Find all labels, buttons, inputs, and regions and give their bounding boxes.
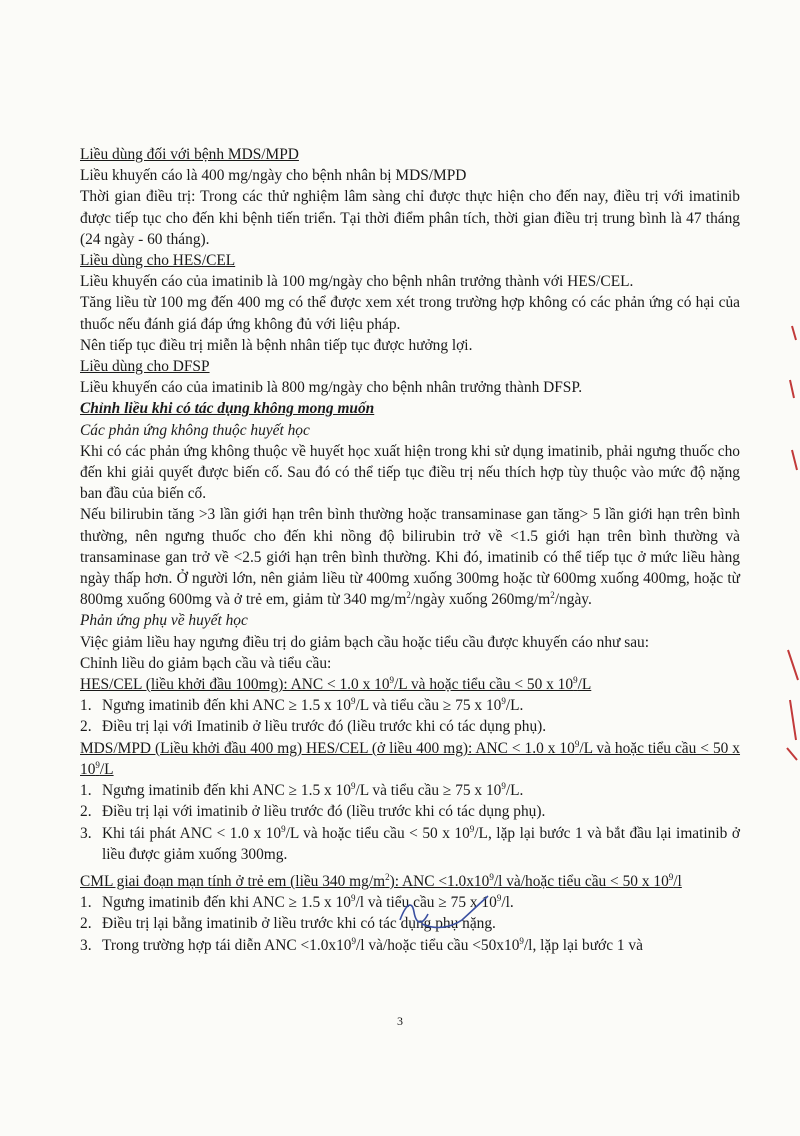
list-text: Điều trị lại với imatinib ở liều trước đó (liều trước khi có tác dụng phụ). [102,803,546,821]
superscript: 9 [389,675,395,686]
subheading-hematologic: Phản ứng phụ về huyết học [80,612,248,630]
text: /L. [505,697,524,715]
paragraph: Liều khuyến cáo của imatinib là 800 mg/ngày cho bệnh nhân trưởng thành DFSP. [80,379,583,397]
cml-pediatric-criteria [80,871,740,892]
list-number: 2. [80,803,92,821]
list-number: 3. [80,824,92,842]
paragraph: Liều khuyến cáo là 400 mg/ngày cho bệnh nhân bị MDS/MPD [80,167,467,185]
paragraph: Việc giảm liều hay ngưng điều trị do giảm bạch cầu hoặc tiểu cầu được khuyến cáo như sau: [80,633,650,651]
superscript: 9 [95,759,100,770]
superscript: 2 [550,590,555,601]
text: MDS/MPD (Liều khởi đầu 400 mg) HES/CEL (ở liều 400 mg): ANC < 1.0 x 10 [80,739,575,757]
list-item [80,695,740,716]
text: /L [99,760,114,778]
paragraph: Thời gian điều trị: Trong các thử nghiệm lâm sàng chỉ được thực hiện cho đến nay, điều trị với imatinib được tiếp tục cho đến khi bệnh tiến triển. Tại thời điểm phân tích, thời gian điều trị trung bình là 47 tháng (24 ngày - 60 tháng). [80,188,740,248]
section-heading-dose-adjustment: Chỉnh liều khi có tác dụng không mong muốn [80,400,375,418]
text: /ngày xuống 260mg/m [410,591,551,609]
list-number: 3. [80,936,92,954]
list-item [80,801,740,822]
paragraph: Liều khuyến cáo của imatinib là 100 mg/ngày cho bệnh nhân trưởng thành với HES/CEL. [80,273,634,291]
superscript: 9 [574,738,580,749]
text: Ngưng imatinib đến khi ANC ≥ 1.5 x 10 [102,697,351,715]
subheading-non-hematologic: Các phản ứng không thuộc huyết học [80,421,310,439]
paragraph [80,504,740,610]
superscript: 9 [351,935,356,946]
page-number: 3 [397,1014,403,1028]
text: Trong trường hợp tái diễn ANC <1.0x10 [102,936,352,954]
list-item [80,716,740,737]
list-text: Điều trị lại bằng imatinib ở liều trước khi có tác dụng phụ nặng. [102,915,496,933]
superscript: 9 [519,935,524,946]
list-text [102,823,740,865]
list-number: 1. [80,782,92,800]
superscript: 9 [501,696,506,707]
paragraph: Chỉnh liều do giảm bạch cầu và tiểu cầu: [80,654,332,672]
list-text: Điều trị lại với Imatinib ở liều trước đó (liều trước khi có tác dụng phụ). [102,718,547,736]
text: /L và hoặc tiểu cầu < 50 x 10 [394,676,574,694]
superscript: 9 [573,675,578,686]
text: /L và hoặc tiểu cầu < 50 x 10 [285,824,470,842]
text: /L và hoặc tiểu cầu < 50 x 10 [80,739,741,778]
superscript: 9 [281,823,286,834]
text: /l và/hoặc tiểu cầu < 50 x 10 [493,872,669,890]
document-body [80,144,740,956]
superscript: 9 [496,893,502,904]
handwritten-initials-icon [392,890,492,938]
list-text [102,780,740,801]
text: /l [673,872,682,890]
text: /ngày. [554,591,592,609]
paragraph: Khi có các phản ứng không thuộc về huyết học xuất hiện trong khi sử dụng imatinib, phải ngưng thuốc cho đến khi giải quyết được biến cố. Sau đó có thể tiếp tục điều trị nếu thích hợp tùy thuộc vào mức độ nặng ban đầu của biến cố. [80,442,740,503]
superscript: 9 [668,871,674,882]
superscript: 9 [501,781,506,792]
mds-mpd-criteria [80,738,740,780]
superscript: 2 [406,590,411,601]
text: /L, lặp lại bước 1 và bắt đầu lại imatinib ở liều được giảm xuống 300mg. [102,824,740,863]
text: ): ANC <1.0x10 [389,872,490,890]
list-text [102,695,740,716]
section-heading-mds-mpd: Liều dùng đối với bệnh MDS/MPD [80,146,299,163]
text: Nếu bilirubin tăng >3 lần giới hạn trên bình thường hoặc transaminase gan tăng> 5 lần giới hạn trên bình thường, nên ngưng thuốc cho đến khi nồng độ bilirubin trở về <1.5 giới hạn trên bình thường và transaminase gan trở về <2.5 giới hạn trên bình thường. Khi đó, imatinib có thể tiếp tục ở mức liều hàng ngày thấp hơn. Ở người lớn, nên giảm liều từ 400mg xuống 300mg hoặc từ 600mg xuống 400mg, hoặc từ 800mg xuống 600mg và ở trẻ em, giảm từ 340 mg/m [80,506,740,609]
superscript: 9 [489,871,494,882]
text: Ngưng imatinib đến khi ANC ≥ 1.5 x 10 [102,894,351,912]
text: /l. [501,894,514,912]
list-item [80,823,740,865]
hes-cel-criteria [80,674,740,695]
text: Khi tái phát ANC < 1.0 x 10 [102,824,282,842]
list-number: 2. [80,718,92,736]
superscript: 9 [350,893,356,904]
list-number: 1. [80,894,92,912]
section-heading-dfsp: Liều dùng cho DFSP [80,358,210,376]
superscript: 9 [469,823,475,834]
text: /L. [505,782,524,800]
text: /l và/hoặc tiểu cầu <50x10 [356,936,520,954]
text: /L [577,676,592,694]
list-item [80,780,740,801]
text: /L và tiểu cầu ≥ 75 x 10 [355,782,502,800]
text: HES/CEL (liều khởi đầu 100mg): ANC < 1.0 x 10 [80,676,390,694]
paragraph: Tăng liều từ 100 mg đến 400 mg có thể được xem xét trong trường hợp không có các phản ứng có hại của thuốc nếu đánh giá đáp ứng không đủ với liệu pháp. [80,294,740,333]
text: /L và tiểu cầu ≥ 75 x 10 [355,697,502,715]
text: Ngưng imatinib đến khi ANC ≥ 1.5 x 10 [102,782,351,800]
text: /l và tiểu cầu ≥ 75 x 10 [355,894,497,912]
list-number: 2. [80,915,92,933]
text: /l, lặp lại bước 1 và [523,936,643,954]
superscript: 9 [350,696,356,707]
margin-stamp-marks-icon [784,320,800,770]
superscript: 2 [385,871,390,882]
paragraph: Nên tiếp tục điều trị miễn là bệnh nhân tiếp tục được hưởng lợi. [80,336,473,354]
section-heading-hes-cel: Liều dùng cho HES/CEL [80,252,236,270]
text: CML giai đoạn mạn tính ở trẻ em (liều 340 mg/m [80,872,386,890]
list-number: 1. [80,697,92,715]
superscript: 9 [350,781,356,792]
